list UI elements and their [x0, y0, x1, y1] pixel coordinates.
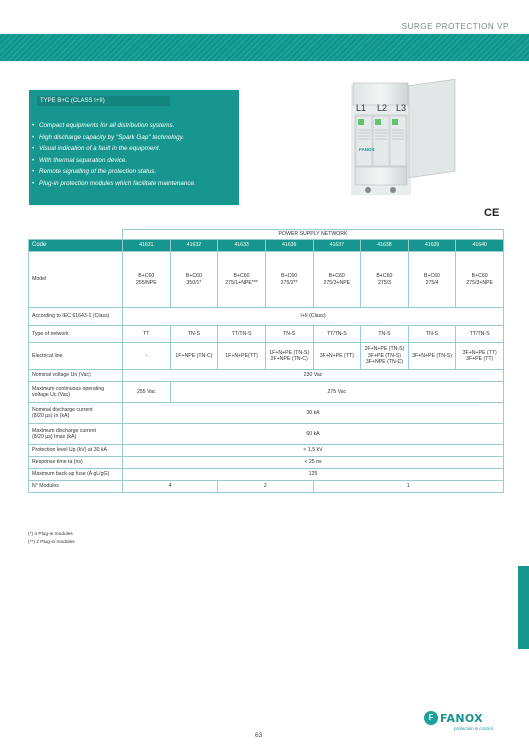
response-time-value: < 25 ns — [123, 457, 504, 469]
code-cell: 41632 — [170, 240, 218, 252]
logo-mark-icon: F — [424, 711, 438, 725]
network-cell: TN-S — [408, 326, 456, 343]
electrical-line-cell: 2F+N+PE (TN-S) 3F+PE (TN-S) 3F+NPE (TN-C) — [361, 343, 409, 370]
max-continuous-value: 255 Vac — [123, 382, 171, 403]
network-cell: TN-S — [361, 326, 409, 343]
max-discharge-label: Maximum discharge current (8/20 µs) Imax (kA) — [29, 424, 123, 445]
logo-text: FANOX — [440, 712, 483, 725]
table-row — [29, 326, 504, 343]
backup-fuse-value: 125 — [123, 469, 504, 481]
nominal-discharge-value: 30 kA — [123, 403, 504, 424]
electrical-line-cell: 3F+N+PE (TN-S) — [408, 343, 456, 370]
model-cell: B+C60 275/2** — [265, 252, 313, 308]
electrical-line-cell: 3F+N+PE (TT) — [313, 343, 361, 370]
max-discharge-value: 60 kA — [123, 424, 504, 445]
modules-label: N° Modules — [29, 481, 123, 493]
modules-value: 1 — [313, 481, 504, 493]
table-row — [29, 370, 504, 382]
electrical-line-cell: 3F+N+PE (TT) 3F+PE (TT) — [456, 343, 504, 370]
surge-protector-image — [343, 75, 503, 220]
feature-item: • Compact equipments for all distribution systems. — [32, 122, 175, 129]
model-cell: B+C60 275/3 — [361, 252, 409, 308]
table-row — [29, 424, 504, 445]
network-type-label: Type of network — [29, 326, 123, 343]
table-row — [29, 343, 504, 370]
network-header: POWER SUPPLY NETWORK — [123, 230, 504, 240]
nominal-voltage-label: Nominal voltage Un (Vac) — [29, 370, 123, 382]
l3-label: L3 — [396, 103, 407, 113]
feature-item: • High discharge capacity by "Spark Gap" technology. — [32, 133, 185, 141]
modules-value: 2 — [218, 481, 313, 493]
code-cell: 41638 — [361, 240, 409, 252]
network-cell: TT/TN-S — [456, 326, 504, 343]
max-continuous-label: Maximum continuous operating voltage Uc (Vac) — [29, 382, 123, 403]
nominal-discharge-label: Nominal discharge current (8/20 µs) In (kA) — [29, 403, 123, 424]
footnote: (*) 4 Plug-in modules — [28, 532, 73, 537]
feature-item: • Plug-in protection modules which facilitate maintenance. — [32, 179, 196, 187]
model-cell: B+C60 255/NPE — [123, 252, 171, 308]
network-cell: TN-S — [265, 326, 313, 343]
network-cell: TT/TN-S — [218, 326, 266, 343]
code-cell: 41633 — [218, 240, 266, 252]
feature-item: • Remote signalling of the protection status. — [32, 168, 157, 176]
footnote: (**) 2 Plug-in modules — [28, 540, 75, 545]
modules-value: 4 — [123, 481, 218, 493]
side-tab — [518, 566, 529, 649]
network-cell: TT/TN-S — [313, 326, 361, 343]
electrical-line-label: Electrical line — [29, 343, 123, 370]
protection-level-label: Protection level Up (kV) at 30 kA — [29, 445, 123, 457]
table-row — [29, 445, 504, 457]
protection-level-value: < 1,5 kV — [123, 445, 504, 457]
product-brand: FANOX — [359, 147, 375, 152]
header-band — [0, 34, 529, 61]
code-cell: 41631 — [123, 240, 171, 252]
model-cell: B+C60 275/3+NPE — [456, 252, 504, 308]
footnotes — [28, 531, 75, 547]
l1-label: L1 — [356, 103, 367, 113]
electrical-line-cell: 1F+N+PE (TN-S) 2F+NPE (TN-C) — [265, 343, 313, 370]
electrical-line-cell: 1F+N+PE(TT) — [218, 343, 266, 370]
code-cell: 41637 — [313, 240, 361, 252]
type-title: TYPE B+C (CLASS I+II) — [37, 96, 170, 106]
l2-label: L2 — [377, 103, 388, 113]
feature-item: • With thermal separation device. — [32, 156, 128, 164]
response-time-label: Response time ta (ns) — [29, 457, 123, 469]
model-label: Model — [29, 252, 123, 308]
specifications-table — [28, 229, 504, 493]
table-row — [29, 308, 504, 326]
code-cell: 41639 — [408, 240, 456, 252]
backup-fuse-label: Maximum back-up fuse (A gL/gG) — [29, 469, 123, 481]
electrical-line-cell: - — [123, 343, 171, 370]
model-cell: B+C60 350/1* — [170, 252, 218, 308]
network-cell: TT — [123, 326, 171, 343]
feature-list — [32, 120, 196, 190]
electrical-line-cell: 1F+NPE (TN-C) — [170, 343, 218, 370]
table-row — [29, 252, 504, 308]
table-row — [29, 481, 504, 493]
ce-mark: CE — [484, 207, 500, 219]
iec-value: I+II (Class) — [123, 308, 504, 326]
table-row — [29, 469, 504, 481]
section-title: SURGE PROTECTION VP — [401, 22, 509, 31]
table-row — [29, 240, 504, 252]
table-row — [29, 457, 504, 469]
model-cell: B+C60 275/1+NPE*** — [218, 252, 266, 308]
code-cell: 41640 — [456, 240, 504, 252]
fanox-logo — [424, 711, 504, 733]
max-continuous-value: 275 Vac — [170, 382, 503, 403]
nominal-voltage-value: 230 Vac — [123, 370, 504, 382]
code-cell: 41636 — [265, 240, 313, 252]
iec-label: According to IEC 61643-1 (Class) — [29, 308, 123, 326]
logo-tagline: protection & control — [454, 726, 493, 731]
page-number: 63 — [255, 732, 263, 739]
table-row — [29, 403, 504, 424]
table-row — [29, 230, 504, 240]
model-cell: B+C60 275/4 — [408, 252, 456, 308]
code-label: Code — [29, 240, 123, 252]
feature-item: • Visual indication of a fault in the equipment. — [32, 145, 161, 153]
model-cell: B+C60 275/3+NPE — [313, 252, 361, 308]
table-row — [29, 382, 504, 403]
network-cell: TN-S — [170, 326, 218, 343]
